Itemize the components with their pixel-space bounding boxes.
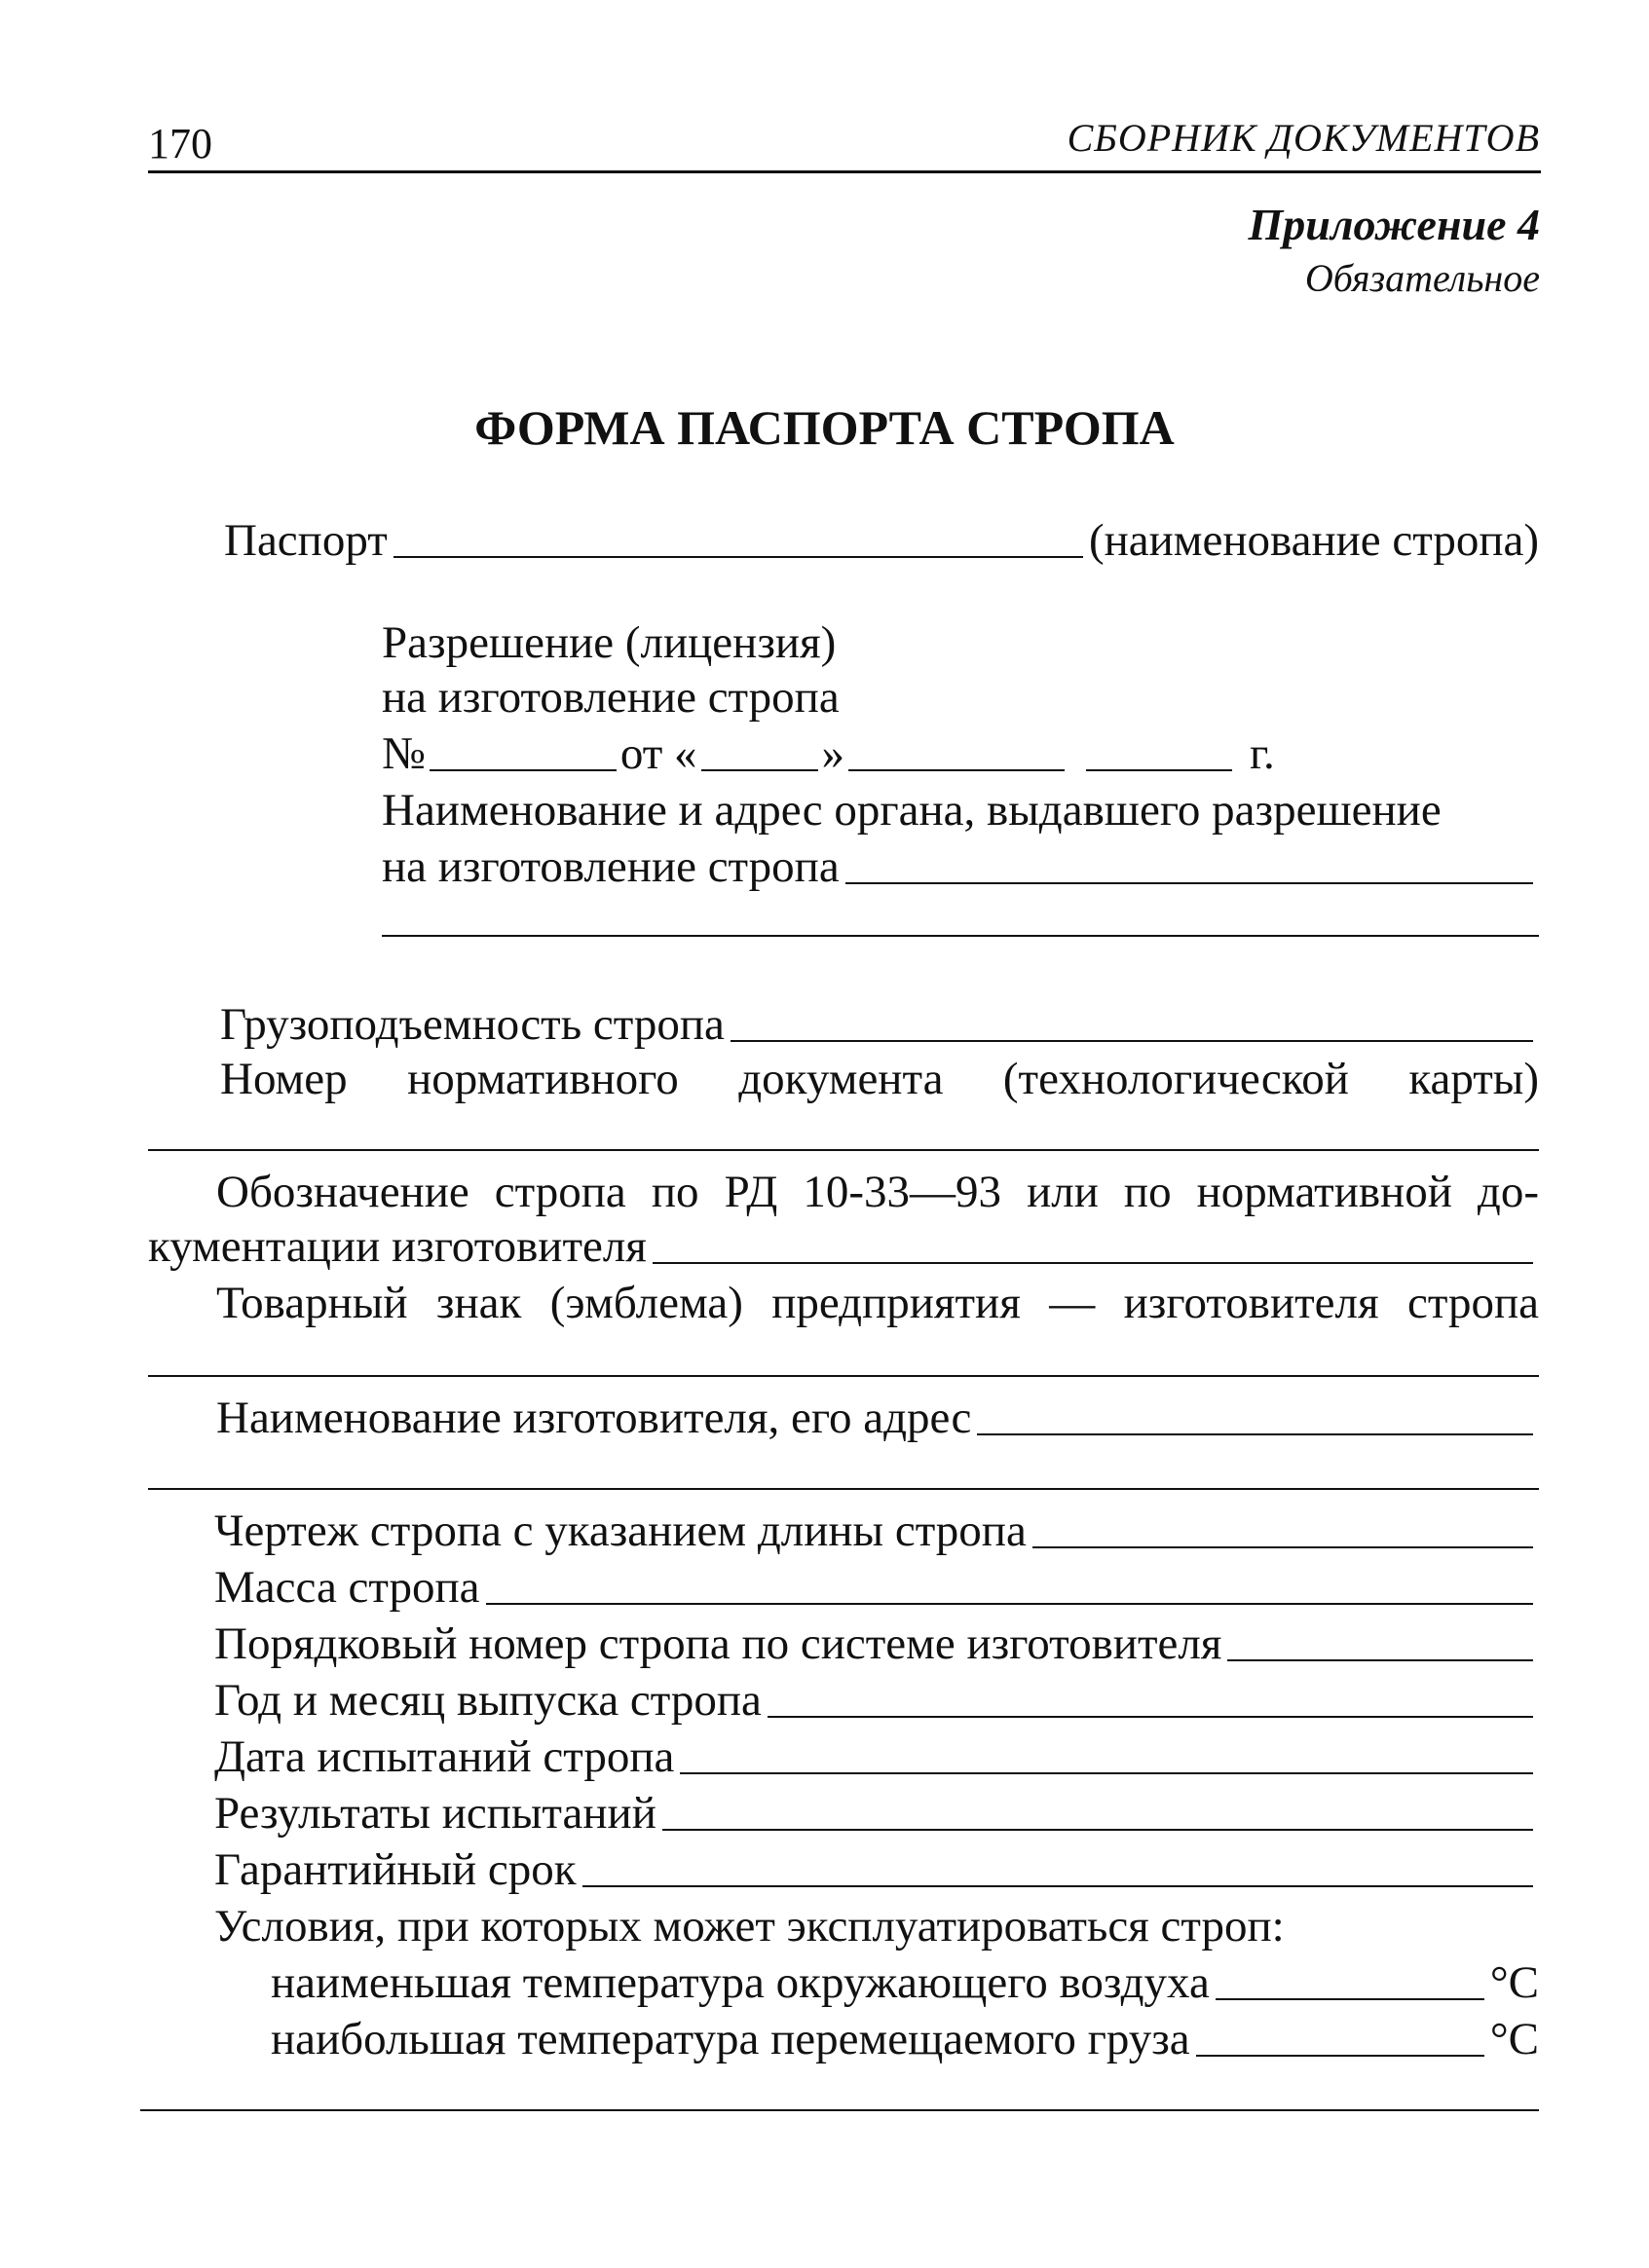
authority-line-1: Наименование и адрес органа, выдавшего разрешение (382, 785, 1442, 836)
designation-line-1: Обозначение стропа по РД 10-33—93 или по нормативной до- (216, 1167, 1539, 1217)
trademark-label: Товарный знак (эмблема) предприятия — изготовителя стропа (216, 1278, 1539, 1328)
header-rule (148, 170, 1541, 173)
permit-month-blank[interactable] (848, 769, 1065, 771)
serial-number-line: Порядковый номер стропа по системе изготовителя (214, 1617, 1539, 1671)
test-date-line: Дата испытаний стропа (214, 1729, 1539, 1784)
normative-doc-blank[interactable] (148, 1149, 1539, 1151)
warranty-blank[interactable] (582, 1885, 1533, 1887)
mass-line: Масса стропа (214, 1560, 1539, 1615)
test-results-blank[interactable] (662, 1829, 1533, 1831)
normative-doc-label: Номер нормативного документа (технологической карты) (220, 1054, 1539, 1104)
permit-number-line (382, 726, 1307, 781)
designation-blank[interactable] (653, 1262, 1533, 1264)
passport-suffix: (наименование стропа) (1088, 515, 1539, 566)
authority-blank[interactable] (845, 882, 1533, 884)
designation-line-2: кументации изготовителя (148, 1219, 1539, 1274)
passport-blank[interactable] (394, 556, 1083, 558)
test-results-line: Результаты испытаний (214, 1786, 1539, 1840)
passport-line (224, 513, 1539, 568)
celsius-unit: °С (1489, 2014, 1539, 2064)
trademark-blank[interactable] (148, 1375, 1539, 1377)
date-close-quote: » (821, 728, 845, 779)
permit-day-blank[interactable] (701, 769, 818, 771)
drawing-blank[interactable] (1032, 1546, 1533, 1548)
permit-number-blank[interactable] (430, 769, 617, 771)
form-title: ФОРМА ПАСПОРТА СТРОПА (474, 400, 1175, 455)
year-suffix: г. (1250, 728, 1275, 779)
test-date-blank[interactable] (680, 1772, 1533, 1774)
permit-line-2: на изготовление стропа (382, 672, 840, 723)
mandatory-label: Обязательное (1304, 256, 1540, 300)
min-temp-line: наименьшая температура окружающего воздуха °С (271, 1957, 1539, 2008)
conditions-line: Условия, при которых может эксплуатироваться строп: (214, 1901, 1285, 1952)
capacity-blank[interactable] (731, 1040, 1533, 1042)
max-temp-line: наибольшая температура перемещаемого груза °С (271, 2014, 1539, 2064)
year-month-blank[interactable] (768, 1716, 1533, 1718)
conditions-blank-extra[interactable] (140, 2109, 1539, 2111)
year-month-line: Год и месяц выпуска стропа (214, 1673, 1539, 1728)
max-temp-blank[interactable] (1196, 2055, 1484, 2057)
appendix-label: Приложение 4 (1248, 200, 1540, 249)
page-number: 170 (148, 120, 212, 167)
passport-label: Паспорт (224, 515, 388, 566)
permit-line-1: Разрешение (лицензия) (382, 617, 837, 668)
permit-year-blank[interactable] (1086, 769, 1232, 771)
mass-blank[interactable] (486, 1603, 1533, 1605)
capacity-line: Грузоподъемность стропа (220, 997, 1539, 1052)
authority-blank-extra[interactable] (382, 935, 1539, 937)
manufacturer-blank[interactable] (977, 1433, 1533, 1435)
drawing-line: Чертеж стропа с указанием длины стропа (214, 1504, 1539, 1558)
warranty-line: Гарантийный срок (214, 1842, 1539, 1897)
manufacturer-blank-extra[interactable] (148, 1488, 1539, 1490)
authority-line-2: на изготовление стропа (382, 839, 1539, 894)
manufacturer-line: Наименование изготовителя, его адрес (216, 1391, 1539, 1445)
running-title: СБОРНИК ДОКУМЕНТОВ (1067, 116, 1540, 160)
date-from-label: от « (619, 728, 697, 779)
serial-number-blank[interactable] (1227, 1659, 1533, 1661)
number-sign: № (382, 728, 426, 779)
celsius-unit: °С (1489, 1957, 1539, 2008)
min-temp-blank[interactable] (1216, 1998, 1484, 2000)
